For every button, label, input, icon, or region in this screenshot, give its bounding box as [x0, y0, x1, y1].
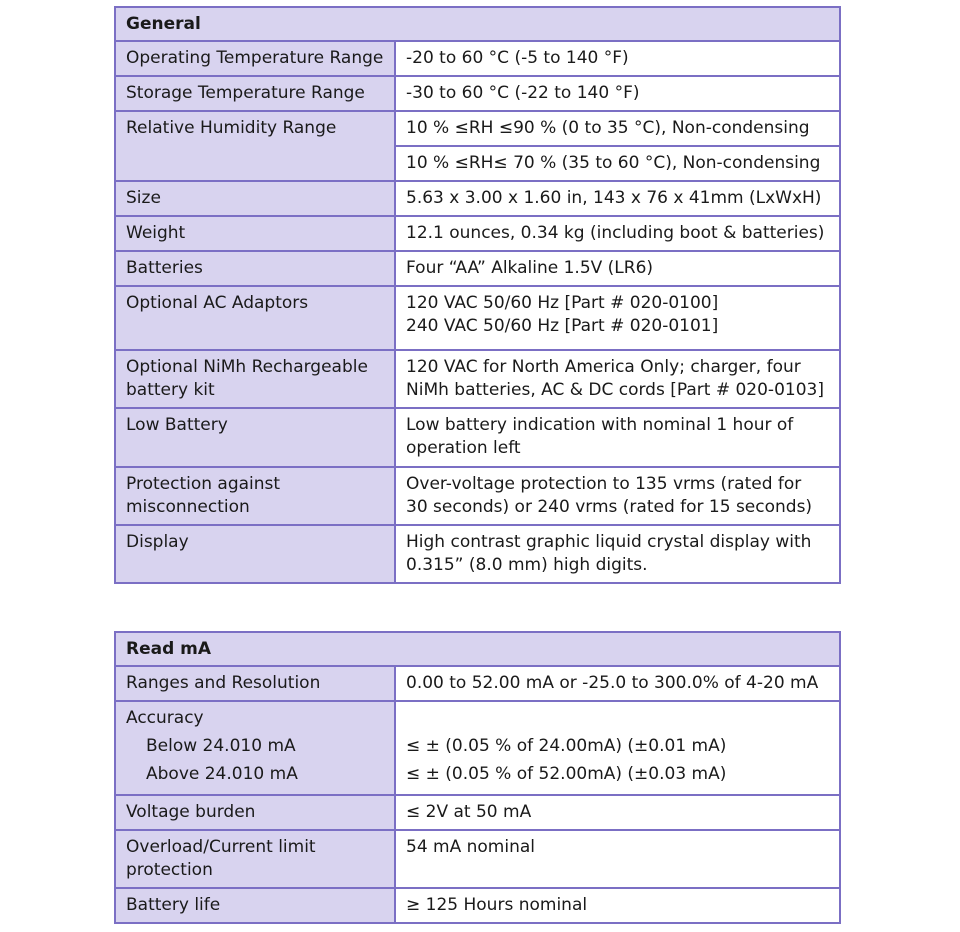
- humidity-label: Relative Humidity Range: [115, 111, 395, 181]
- accuracy-above-value: ≤ ± (0.05 % of 52.00mA) (±0.03 mA): [406, 764, 727, 784]
- read-ma-spec-table: [114, 631, 841, 924]
- storage-temp-value: -30 to 60 °C (-22 to 140 °F): [395, 76, 840, 111]
- low-battery-label: Low Battery: [115, 408, 395, 467]
- batteries-value: Four “AA” Alkaline 1.5V (LR6): [395, 251, 840, 286]
- ac-adaptor-240: 240 VAC 50/60 Hz [Part # 020-0101]: [406, 316, 719, 336]
- operating-temp-value: -20 to 60 °C (-5 to 140 °F): [395, 41, 840, 76]
- general-header: General: [115, 7, 840, 41]
- ranges-label: Ranges and Resolution: [115, 666, 395, 701]
- accuracy-below-value: ≤ ± (0.05 % of 24.00mA) (±0.01 mA): [406, 736, 727, 756]
- battery-life-value: ≥ 125 Hours nominal: [395, 888, 840, 923]
- display-label: Display: [115, 525, 395, 583]
- weight-label: Weight: [115, 216, 395, 251]
- display-value: High contrast graphic liquid crystal display with 0.315” (8.0 mm) high digits.: [395, 525, 840, 583]
- protection-value: Over-voltage protection to 135 vrms (rated for 30 seconds) or 240 vrms (rated for 15 seconds): [395, 467, 840, 525]
- voltage-burden-value: ≤ 2V at 50 mA: [395, 795, 840, 830]
- accuracy-value: [395, 701, 840, 795]
- overload-label: Overload/Current limit protection: [115, 830, 395, 888]
- weight-value: 12.1 ounces, 0.34 kg (including boot & batteries): [395, 216, 840, 251]
- nimh-kit-value: 120 VAC for North America Only; charger, four NiMh batteries, AC & DC cords [Part # 020-0103]: [395, 350, 840, 408]
- battery-life-label: Battery life: [115, 888, 395, 923]
- accuracy-above-label: Above 24.010 mA: [146, 764, 298, 784]
- size-label: Size: [115, 181, 395, 216]
- humidity-value-2: 10 % ≤RH≤ 70 % (35 to 60 °C), Non-condensing: [395, 146, 840, 181]
- ac-adaptors-value: [395, 286, 840, 350]
- ac-adaptor-120: 120 VAC 50/60 Hz [Part # 020-0100]: [406, 293, 719, 313]
- ac-adaptors-label: Optional AC Adaptors: [115, 286, 395, 350]
- storage-temp-label: Storage Temperature Range: [115, 76, 395, 111]
- ranges-value: 0.00 to 52.00 mA or -25.0 to 300.0% of 4-20 mA: [395, 666, 840, 701]
- operating-temp-label: Operating Temperature Range: [115, 41, 395, 76]
- voltage-burden-label: Voltage burden: [115, 795, 395, 830]
- humidity-value-1: 10 % ≤RH ≤90 % (0 to 35 °C), Non-condensing: [395, 111, 840, 146]
- general-spec-table: [114, 6, 841, 584]
- size-value: 5.63 x 3.00 x 1.60 in, 143 x 76 x 41mm (LxWxH): [395, 181, 840, 216]
- batteries-label: Batteries: [115, 251, 395, 286]
- nimh-kit-label: Optional NiMh Rechargeable battery kit: [115, 350, 395, 408]
- accuracy-label: Accuracy Below 24.010 mA Above 24.010 mA: [115, 701, 395, 795]
- low-battery-value: Low battery indication with nominal 1 hour of operation left: [395, 408, 840, 467]
- accuracy-below-label: Below 24.010 mA: [146, 736, 296, 756]
- protection-label: Protection against misconnection: [115, 467, 395, 525]
- read-ma-header: Read mA: [115, 632, 840, 666]
- overload-value: 54 mA nominal: [395, 830, 840, 888]
